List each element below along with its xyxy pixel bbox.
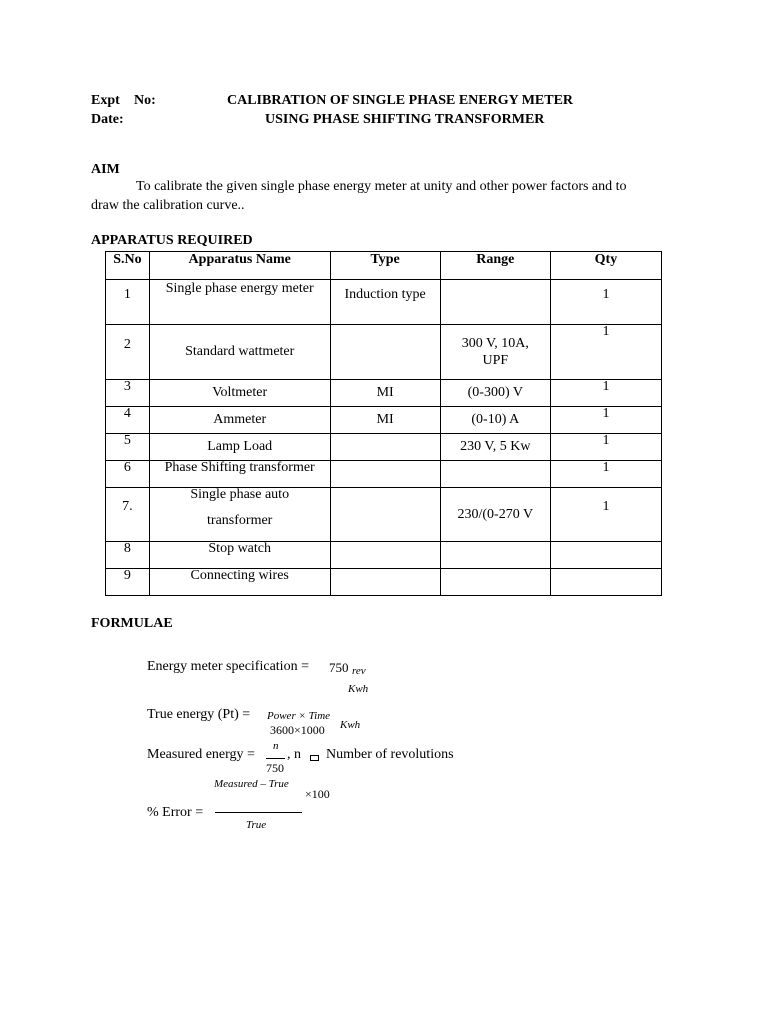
cell-sno: 3 [123,379,131,394]
aim-text-line-1: To calibrate the given single phase energy meter at unity and other power factors and to [136,179,627,194]
table-row [106,434,662,461]
cell-qty: 1 [602,406,610,421]
true-energy-denominator: 3600×1000 [270,723,325,737]
table-row [106,542,662,569]
aim-heading: AIM [91,162,120,177]
spec-unit-bottom: Kwh [348,683,369,695]
cell-range: 230 V, 5 Kw [460,439,531,454]
cell-name: Ammeter [213,412,267,427]
apparatus-table [105,251,662,596]
cell-type: Induction type [344,287,426,302]
column-header-range: Range [440,252,550,280]
apparatus-heading: APPARATUS REQUIRED [91,233,253,248]
table-row [106,569,662,596]
error-numerator: Measured – True [214,778,289,790]
cell-qty: 1 [602,324,610,339]
measured-denominator: 750 [266,761,284,775]
cell-name: Connecting wires [190,568,289,583]
spec-value: 750 [329,660,349,675]
column-header-sno: S.No [106,252,150,280]
title-line-2: USING PHASE SHIFTING TRANSFORMER [265,112,545,127]
cell-qty: 1 [602,433,610,448]
spec-label: Energy meter specification = [147,659,309,674]
cell-sno: 2 [123,337,131,352]
title-line-1: CALIBRATION OF SINGLE PHASE ENERGY METER [227,93,574,108]
cell-qty: 1 [602,379,610,394]
column-header-qty: Qty [550,252,661,280]
error-multiplier: ×100 [305,787,330,801]
equals-box-symbol [310,755,319,761]
cell-name-line-1: Single phase auto [190,487,290,502]
cell-qty: 1 [602,287,610,302]
expt-no-label: No: [134,93,156,108]
cell-name: Standard wattmeter [185,344,295,359]
column-header-type: Type [330,252,440,280]
cell-qty: 1 [602,499,610,514]
spec-unit-top: rev [352,665,366,677]
measured-n-label: , n [287,747,301,762]
expt-label: Expt [91,93,120,108]
table-row [106,461,662,488]
measured-fraction-line [266,758,285,759]
cell-range: (0-10) A [471,412,520,427]
cell-name: Phase Shifting transformer [164,460,315,475]
cell-sno: 5 [123,433,131,448]
error-denominator: True [246,819,267,831]
cell-type: MI [376,412,394,427]
cell-name: Voltmeter [212,385,268,400]
cell-sno: 9 [123,568,131,583]
cell-sno: 8 [123,541,131,556]
true-energy-label: True energy (Pt) = [147,707,251,722]
table-header-row [106,252,662,280]
table-row [106,280,662,325]
formulae-heading: FORMULAE [91,616,173,631]
table-row [106,325,662,380]
cell-range-line-2: UPF [482,353,509,368]
cell-sno: 6 [123,460,131,475]
measured-energy-label: Measured energy = [147,747,255,762]
cell-type: MI [376,385,394,400]
cell-name: Stop watch [208,541,271,556]
table-row [106,488,662,542]
cell-range: (0-300) V [467,385,523,400]
table-row [106,380,662,407]
error-label: % Error = [147,805,204,820]
measured-description: Number of revolutions [326,747,454,762]
cell-name: Lamp Load [207,439,273,454]
measured-numerator: n [273,740,279,752]
cell-name-line-2: transformer [207,513,273,528]
true-energy-unit: Kwh [340,719,361,731]
cell-sno: 1 [123,287,131,302]
date-label: Date: [91,112,124,127]
cell-range: 230/(0-270 V [457,507,534,522]
cell-sno: 7. [122,499,133,514]
cell-qty: 1 [602,460,610,475]
error-fraction-line [215,812,302,813]
cell-range-line-1: 300 V, 10A, [461,336,529,351]
cell-name: Single phase energy meter [165,281,314,296]
aim-text-line-2: draw the calibration curve.. [91,198,245,213]
true-energy-numerator: Power × Time [267,710,331,722]
cell-sno: 4 [123,406,131,421]
table-row [106,407,662,434]
column-header-name: Apparatus Name [149,252,330,280]
